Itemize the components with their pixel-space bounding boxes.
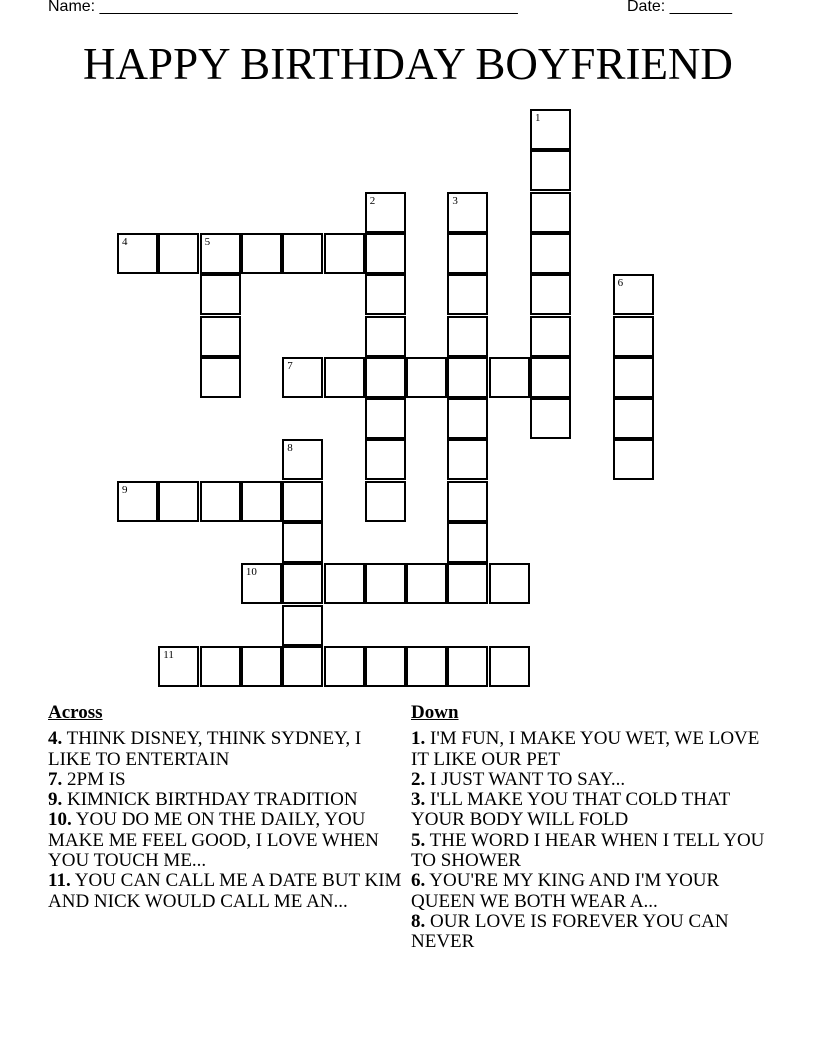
grid-cell[interactable] [530, 150, 571, 191]
grid-cell[interactable] [365, 563, 406, 604]
grid-cell[interactable] [282, 522, 323, 563]
grid-cell[interactable] [530, 109, 571, 150]
date-field-line: Date: _______ [627, 0, 732, 15]
grid-cell[interactable] [324, 563, 365, 604]
grid-cell[interactable] [447, 398, 488, 439]
cell-number: 2 [369, 194, 376, 207]
grid-cell[interactable] [200, 233, 241, 274]
grid-cell[interactable] [324, 357, 365, 398]
grid-cell[interactable] [365, 481, 406, 522]
grid-cell[interactable] [282, 563, 323, 604]
puzzle-title: HAPPY BIRTHDAY BOYFRIEND [83, 39, 733, 89]
grid-cell[interactable] [447, 522, 488, 563]
down-clue: 2. I JUST WANT TO SAY... [411, 768, 626, 790]
cell-number: 5 [204, 235, 211, 248]
grid-cell[interactable] [200, 316, 241, 357]
cell-number: 4 [122, 235, 128, 248]
grid-cell[interactable] [613, 274, 654, 315]
grid-cell[interactable] [530, 316, 571, 357]
across-clue: 11. YOU CAN CALL ME A DATE BUT KIM AND NICK WOULD CALL ME AN... [48, 870, 402, 912]
grid-cell[interactable] [200, 357, 241, 398]
grid-cell[interactable] [241, 481, 282, 522]
grid-cell[interactable] [613, 439, 654, 480]
grid-cell[interactable] [365, 233, 406, 274]
grid-cell[interactable] [489, 357, 530, 398]
grid-cell[interactable] [365, 274, 406, 315]
grid-cell[interactable] [365, 192, 406, 233]
grid-cell[interactable] [447, 274, 488, 315]
grid-cell[interactable] [447, 646, 488, 687]
grid-cell[interactable] [200, 274, 241, 315]
across-clue: 7. 2PM IS [48, 768, 126, 790]
cell-number: 10 [245, 566, 257, 579]
grid-cell[interactable] [241, 646, 282, 687]
down-clue: 8. OUR LOVE IS FOREVER YOU CAN NEVER [411, 910, 729, 953]
across-clues [48, 703, 403, 912]
grid-cell[interactable] [406, 646, 447, 687]
grid-cell[interactable] [447, 439, 488, 480]
down-clues [411, 703, 771, 953]
cell-number: 6 [617, 277, 624, 290]
down-clue: 1. I'M FUN, I MAKE YOU WET, WE LOVE IT LIKE OUR PET [411, 728, 760, 770]
grid-cell[interactable] [447, 481, 488, 522]
across-clue: 9. KIMNICK BIRTHDAY TRADITION [48, 789, 358, 811]
cell-number: 1 [535, 112, 541, 124]
grid-cell[interactable] [117, 481, 158, 522]
grid-cell[interactable] [447, 316, 488, 357]
cell-number: 8 [287, 442, 293, 455]
down-clue: 3. I'LL MAKE YOU THAT COLD THAT YOUR BODY WILL FOLD [411, 789, 730, 831]
down-clue: 6. YOU'RE MY KING AND I'M YOUR QUEEN WE BOTH WEAR A... [411, 870, 720, 912]
grid-cell[interactable] [282, 481, 323, 522]
grid-cell[interactable] [406, 563, 447, 604]
grid-cell[interactable] [282, 646, 323, 687]
grid-cell[interactable] [324, 646, 365, 687]
grid-cell[interactable] [447, 192, 488, 233]
grid-cell[interactable] [282, 605, 323, 646]
grid-cell[interactable] [365, 439, 406, 480]
grid-cell[interactable] [200, 481, 241, 522]
grid-cell[interactable] [530, 192, 571, 233]
grid-cell[interactable] [530, 274, 571, 315]
across-heading: Across [48, 702, 103, 723]
across-clue: 10. YOU DO ME ON THE DAILY, YOU MAKE ME FEEL GOOD, I LOVE WHEN YOU TOUCH ME... [48, 809, 379, 872]
grid-cell[interactable] [241, 233, 282, 274]
grid-cell[interactable] [613, 398, 654, 439]
grid-cell[interactable] [613, 316, 654, 357]
cell-number: 3 [452, 194, 458, 207]
grid-cell[interactable] [282, 357, 323, 398]
name-field-line: Name: _______________________________________________ [48, 0, 518, 15]
grid-cell[interactable] [365, 646, 406, 687]
grid-cell[interactable] [530, 398, 571, 439]
down-heading: Down [411, 702, 459, 723]
grid-cell[interactable] [489, 646, 530, 687]
down-clue: 5. THE WORD I HEAR WHEN I TELL YOU TO SHOWER [411, 829, 765, 872]
grid-cell[interactable] [365, 357, 406, 398]
cell-number: 11 [163, 648, 174, 661]
grid-cell[interactable] [530, 357, 571, 398]
grid-cell[interactable] [324, 233, 365, 274]
grid-cell[interactable] [489, 563, 530, 604]
cell-number: 7 [287, 359, 293, 372]
grid-cell[interactable] [200, 646, 241, 687]
grid-cell[interactable] [117, 233, 158, 274]
across-clue: 4. THINK DISNEY, THINK SYDNEY, I LIKE TO ENTERTAIN [48, 728, 362, 770]
grid-cell[interactable] [613, 357, 654, 398]
cell-number: 9 [122, 483, 128, 496]
grid-cell[interactable] [282, 233, 323, 274]
grid-cell[interactable] [406, 357, 447, 398]
grid-cell[interactable] [158, 646, 199, 687]
grid-cell[interactable] [365, 316, 406, 357]
grid-cell[interactable] [241, 563, 282, 604]
grid-cell[interactable] [158, 233, 199, 274]
grid-cell[interactable] [447, 357, 488, 398]
grid-cell[interactable] [447, 233, 488, 274]
grid-cell[interactable] [530, 233, 571, 274]
grid-cell[interactable] [282, 439, 323, 480]
grid-cell[interactable] [365, 398, 406, 439]
grid-cell[interactable] [158, 481, 199, 522]
grid-cell[interactable] [447, 563, 488, 604]
